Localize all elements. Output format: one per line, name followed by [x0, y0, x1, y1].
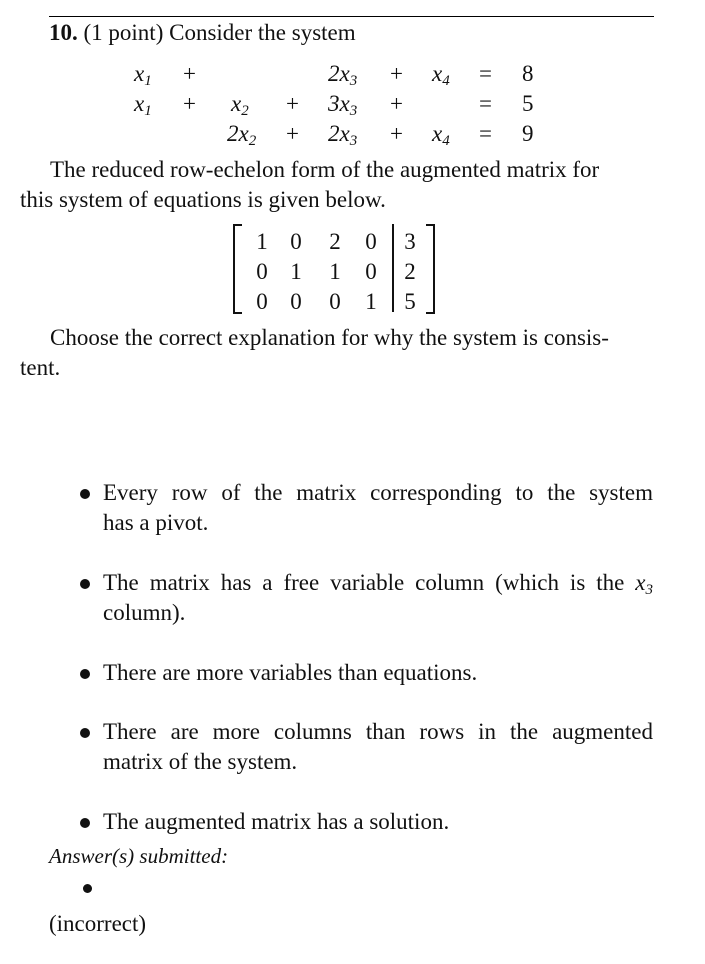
matrix-cell: 0: [290, 229, 302, 254]
eq3-x2: $2x_2$: [227, 121, 257, 149]
option-3-line-1: There are more variables than equations.: [103, 660, 478, 685]
option-3: [103, 658, 653, 688]
option-bullet: [80, 669, 90, 679]
matrix-left-bracket: [233, 224, 242, 314]
option-4: [103, 717, 653, 777]
matrix-cell: 5: [404, 289, 416, 314]
answers-submitted-label: Answer(s) submitted:: [49, 844, 229, 868]
eq3-x3: $2x_3$: [328, 121, 358, 149]
option-bullet: [80, 489, 90, 499]
matrix-cell: 0: [365, 229, 377, 254]
top-rule: [49, 16, 654, 17]
eq2-rhs: 5: [522, 91, 534, 116]
option-4-line-2: matrix of the system.: [103, 749, 298, 774]
eq2-plus2: +: [286, 91, 299, 116]
option-bullet: [80, 728, 90, 738]
eq1-plus1: +: [183, 61, 196, 86]
statement-line-2: this system of equations is given below.: [20, 187, 386, 212]
eq2-x2: $x_2$: [231, 91, 249, 119]
matrix-cell: 1: [256, 229, 268, 254]
eq1-rhs: 8: [522, 61, 534, 86]
matrix-cell: 2: [329, 229, 341, 254]
matrix-cell: 0: [365, 259, 377, 284]
option-2-line-2: column).: [103, 600, 186, 625]
matrix-cell: 0: [290, 289, 302, 314]
option-5: [103, 807, 653, 837]
matrix-right-bracket: [426, 224, 435, 314]
submitted-answer-bullet: [83, 884, 92, 893]
eq1-equals: =: [479, 61, 492, 86]
problem-title: (1 point) Consider the system: [83, 20, 356, 45]
problem-number: 10.: [49, 20, 78, 45]
option-1-line-2: has a pivot.: [103, 510, 209, 535]
answer-status: (incorrect): [49, 911, 147, 936]
question-line-2: tent.: [20, 355, 61, 380]
option-2-line-1: The matrix has a free variable column (which is the $x_3$: [103, 570, 653, 598]
option-1-line-1: Every row of the matrix corresponding to the system: [103, 480, 653, 505]
question-line-1: Choose the correct explanation for why the system is consis-: [50, 325, 609, 350]
question-paragraph: [20, 323, 653, 383]
matrix-cell: 1: [290, 259, 302, 284]
eq3-rhs: 9: [522, 121, 534, 146]
eq3-equals: =: [479, 121, 492, 146]
eq1-x1: $x_1$: [134, 61, 152, 89]
option-4-line-1: There are more columns than rows in the augmented: [103, 719, 653, 744]
option-1: [103, 478, 653, 538]
matrix-cell: 1: [365, 289, 377, 314]
option-bullet: [80, 818, 90, 828]
option-2: [103, 568, 653, 628]
option-5-line-1: The augmented matrix has a solution.: [103, 809, 450, 834]
statement-line-1: The reduced row-echelon form of the augmented matrix for: [50, 157, 600, 182]
eq1-plus3: +: [390, 61, 403, 86]
eq1-x3: $2x_3$: [328, 61, 358, 89]
option-2-var: $x_3$: [635, 570, 653, 598]
eq3-x4: $x_4$: [432, 121, 450, 149]
matrix-augment-bar: [392, 224, 394, 312]
statement-paragraph: [20, 155, 653, 215]
eq2-plus1: +: [183, 91, 196, 116]
matrix-cell: 0: [329, 289, 341, 314]
eq2-x1: $x_1$: [134, 91, 152, 119]
problem-header: [49, 21, 356, 44]
matrix-cell: 3: [404, 229, 416, 254]
matrix-cell: 2: [404, 259, 416, 284]
eq2-plus3: +: [390, 91, 403, 116]
eq2-equals: =: [479, 91, 492, 116]
matrix-cell: 0: [256, 259, 268, 284]
eq3-plus3: +: [390, 121, 403, 146]
matrix-cell: 1: [329, 259, 341, 284]
option-bullet: [80, 579, 90, 589]
eq3-plus2: +: [286, 121, 299, 146]
eq1-x4: $x_4$: [432, 61, 450, 89]
eq2-x3: $3x_3$: [328, 91, 358, 119]
matrix-cell: 0: [256, 289, 268, 314]
